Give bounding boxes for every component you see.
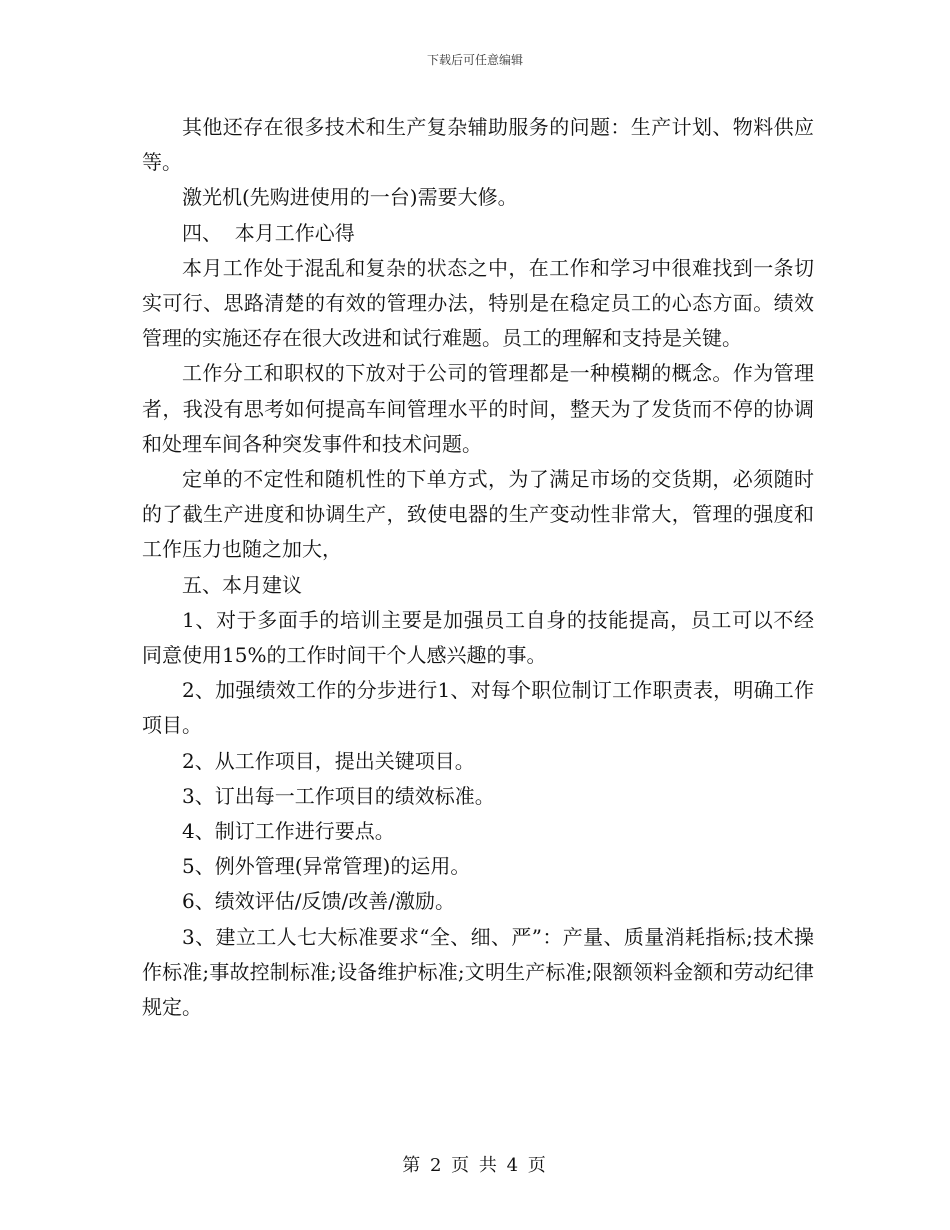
- paragraph: 其他还存在很多技术和生产复杂辅助服务的问题：生产计划、物料供应等。: [142, 115, 814, 175]
- list-item: 3、建立工人七大标准要求“全、细、严”：产量、质量消耗指标;技术操作标准;事故控制标准;设备维护标准;文明生产标准;限额领料金额和劳动纪律规定。: [142, 924, 814, 1020]
- list-item: 6、绩效评估/反馈/改善/激励。: [182, 889, 455, 914]
- document-body: [142, 110, 814, 1025]
- page-number: 第 2 页 共 4 页: [402, 1155, 548, 1176]
- page-header: 下载后可任意编辑: [426, 53, 523, 67]
- list-item: 2、从工作项目，提出关键项目。: [182, 748, 475, 773]
- paragraph: 激光机(先购进使用的一台)需要大修。: [182, 185, 518, 210]
- section-heading: 五、本月建议: [182, 572, 302, 597]
- section-heading: 四、 本月工作心得: [182, 220, 355, 245]
- paragraph: 定单的不定性和随机性的下单方式，为了满足市场的交货期，必须随时的了截生产进度和协调生产，致使电器的生产变动性非常大，管理的强度和工作压力也随之加大，: [142, 467, 814, 562]
- list-item: 1、对于多面手的培训主要是加强员工自身的技能提高，员工可以不经同意使用15%的工作时间干个人感兴趣的事。: [142, 607, 814, 668]
- list-item: 4、制订工作进行要点。: [182, 819, 395, 844]
- list-item: 3、订出每一工作项目的绩效标准。: [182, 783, 495, 808]
- list-item: 5、例外管理(异常管理)的运用。: [182, 854, 471, 879]
- paragraph: 工作分工和职权的下放对于公司的管理都是一种模糊的概念。作为管理者，我没有思考如何提高车间管理水平的时间，整天为了发货而不停的协调和处理车间各种突发事件和技术问题。: [142, 361, 814, 456]
- paragraph: 本月工作处于混乱和复杂的状态之中，在工作和学习中很难找到一条切实可行、思路清楚的有效的管理办法，特别是在稳定员工的心态方面。绩效管理的实施还存在很大改进和试行难题。员工的理解和支持是关键。: [142, 255, 814, 351]
- list-item: 2、加强绩效工作的分步进行1、对每个职位制订工作职责表，明确工作项目。: [142, 678, 814, 738]
